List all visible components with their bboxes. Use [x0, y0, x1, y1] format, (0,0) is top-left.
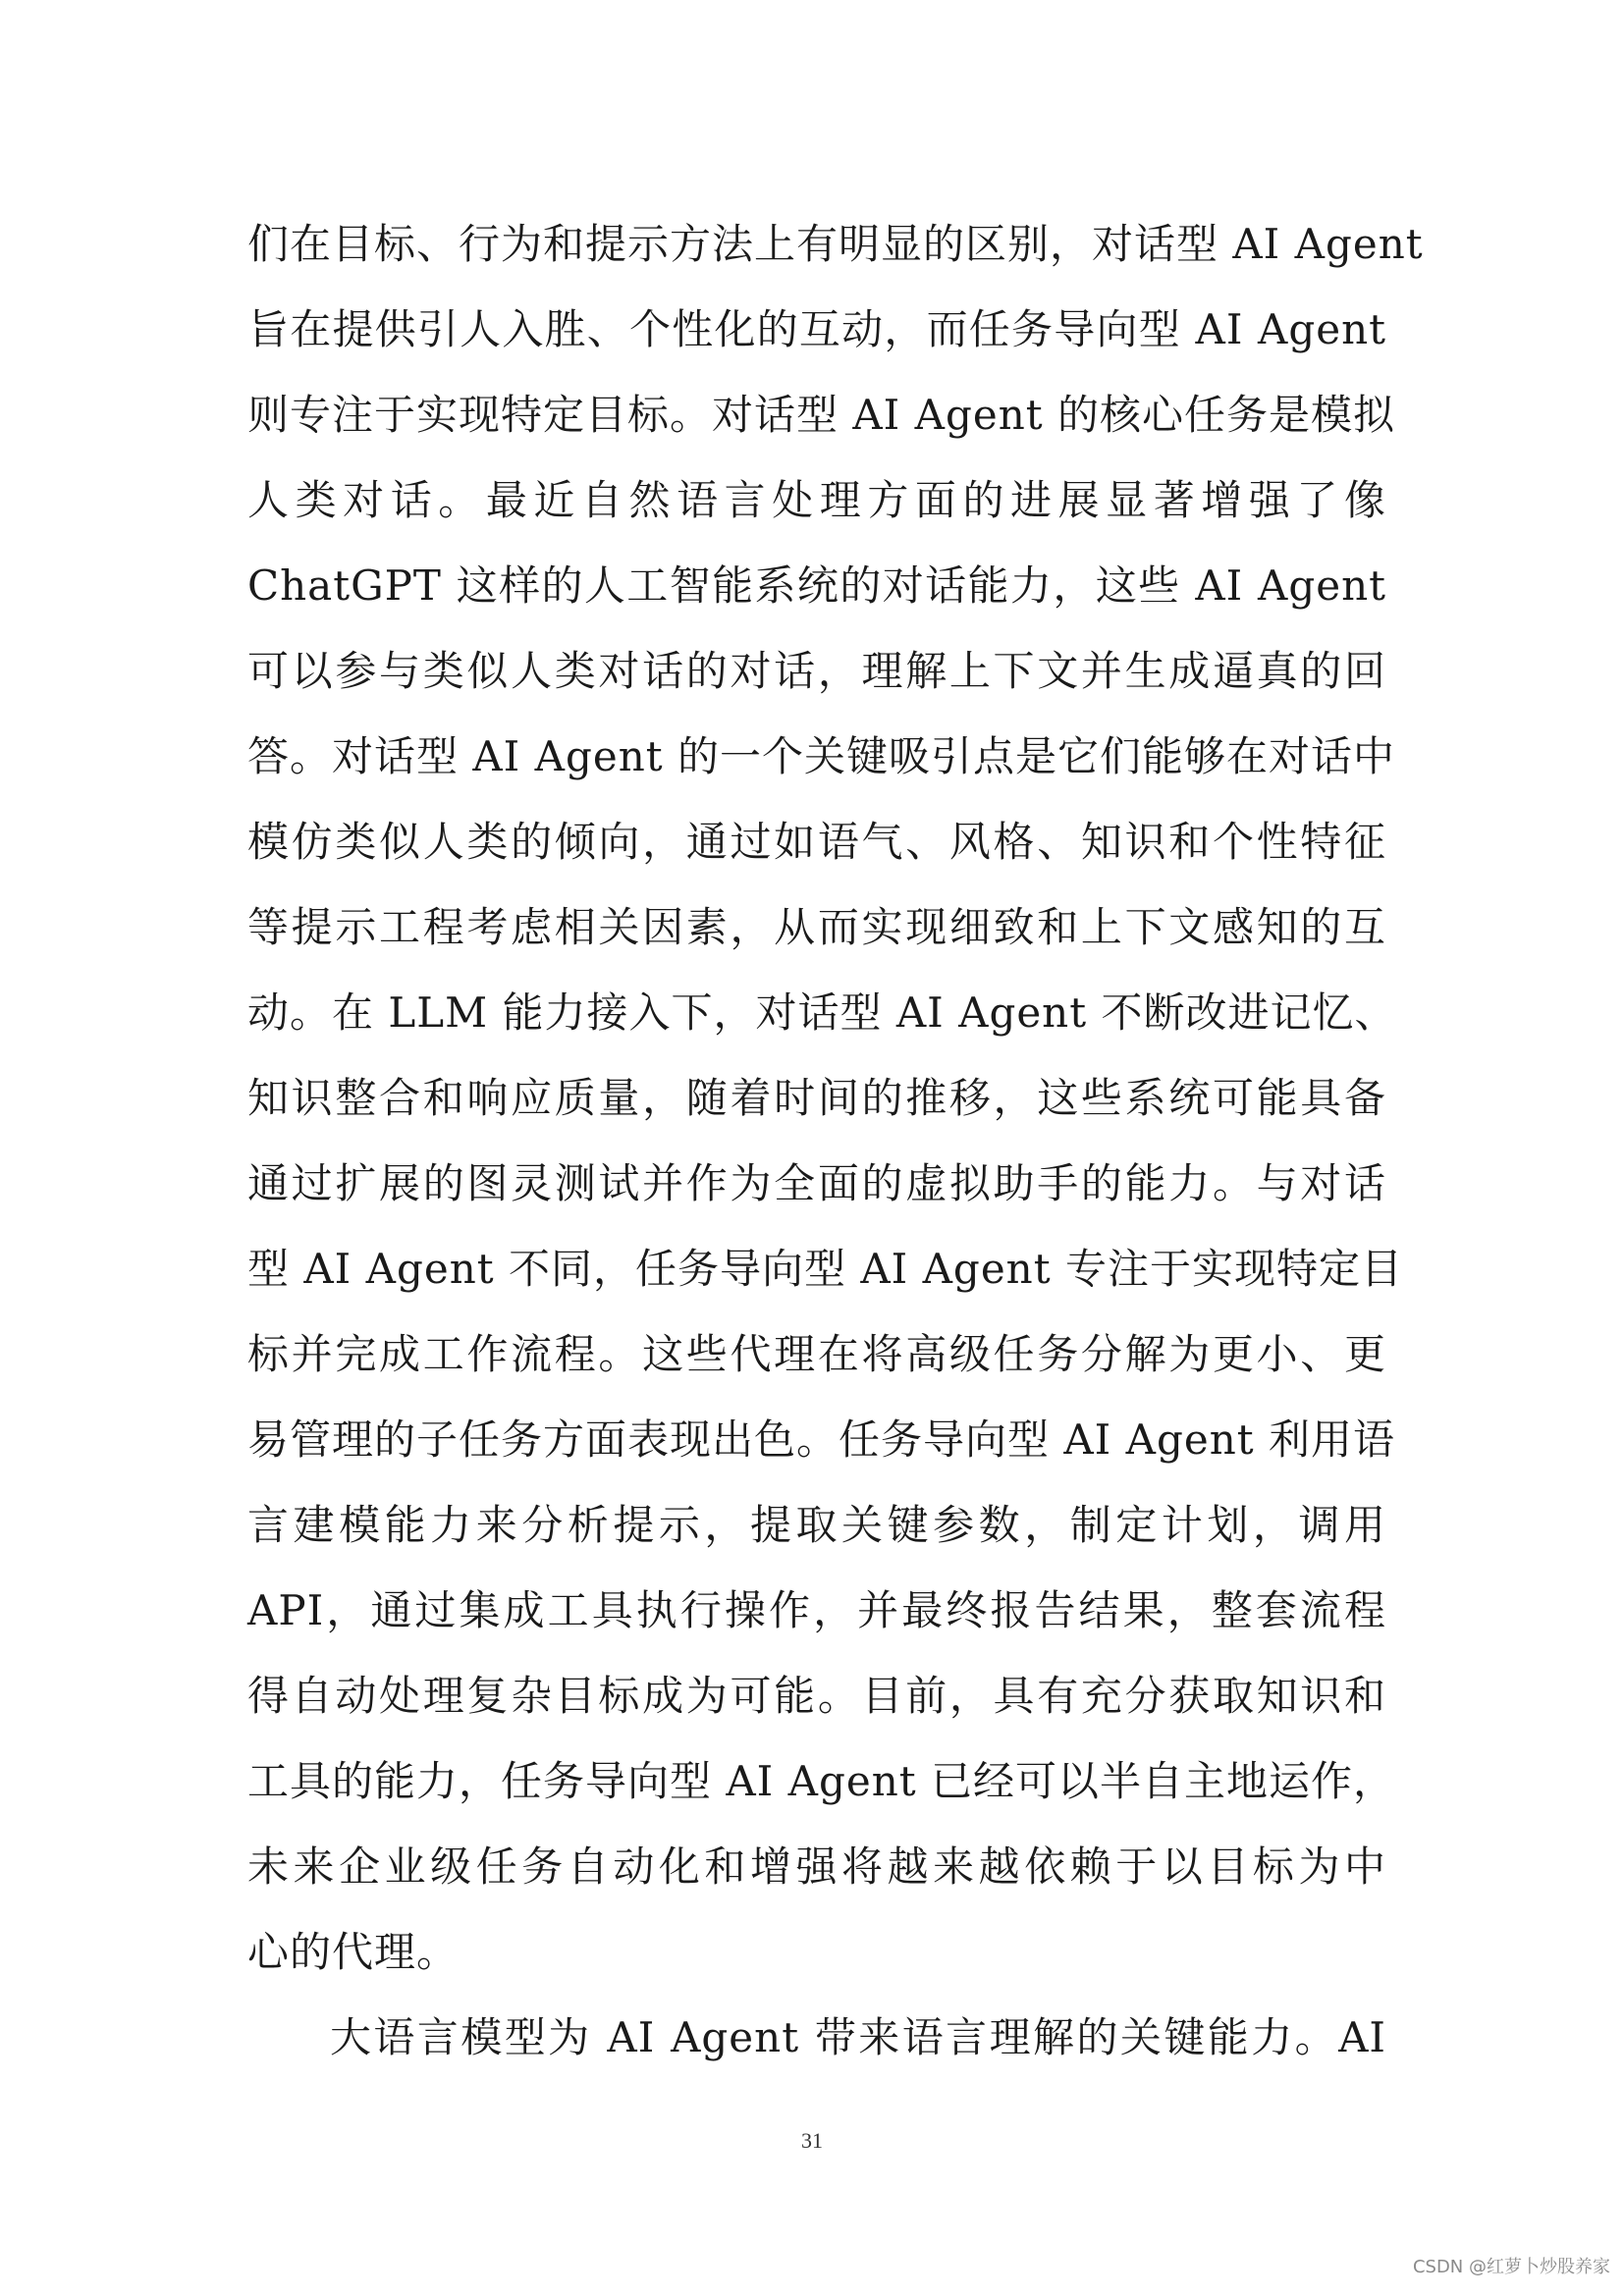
text-line: 人类对话。最近自然语言处理方面的进展显著增强了像	[247, 476, 1386, 524]
body-text	[247, 201, 1424, 2080]
text-line: 知识整合和响应质量，随着时间的推移，这些系统可能具备	[247, 1074, 1386, 1122]
text-line: 易管理的子任务方面表现出色。任务导向型 AI Agent 利用语	[247, 1415, 1395, 1464]
text-line: 标并完成工作流程。这些代理在将高级任务分解为更小、更	[247, 1330, 1386, 1378]
page-number: 31	[801, 2128, 823, 2153]
text-line: 动。在 LLM 能力接入下，对话型 AI Agent 不断改进记忆、	[247, 988, 1397, 1037]
text-line: 模仿类似人类的倾向，通过如语气、风格、知识和个性特征	[247, 818, 1386, 866]
text-line: 通过扩展的图灵测试并作为全面的虚拟助手的能力。与对话	[247, 1159, 1386, 1207]
text-line: 工具的能力，任务导向型 AI Agent 已经可以半自主地运作，	[247, 1757, 1395, 1805]
text-line: 得自动处理复杂目标成为可能。目前，具有充分获取知识和	[247, 1672, 1386, 1720]
text-line: 们在目标、行为和提示方法上有明显的区别，对话型 AI Agent	[247, 220, 1424, 268]
text-line: 则专注于实现特定目标。对话型 AI Agent 的核心任务是模拟	[247, 391, 1395, 439]
text-line: 大语言模型为 AI Agent 带来语言理解的关键能力。AI	[330, 2013, 1386, 2061]
text-line: 答。对话型 AI Agent 的一个关键吸引点是它们能够在对话中	[247, 732, 1395, 780]
text-line: ChatGPT 这样的人工智能系统的对话能力，这些 AI Agent	[247, 561, 1386, 610]
text-line: API，通过集成工具执行操作，并最终报告结果，整套流程	[247, 1586, 1386, 1634]
watermark: CSDN @红萝卜炒股养家	[1412, 2257, 1610, 2277]
text-line: 型 AI Agent 不同，任务导向型 AI Agent 专注于实现特定目	[247, 1245, 1403, 1293]
text-line: 心的代理。	[247, 1928, 460, 1976]
text-line: 等提示工程考虑相关因素，从而实现细致和上下文感知的互	[247, 903, 1386, 951]
text-line: 可以参与类似人类对话的对话，理解上下文并生成逼真的回	[247, 647, 1386, 695]
text-line: 言建模能力来分析提示，提取关键参数，制定计划，调用	[247, 1501, 1386, 1549]
text-line: 未来企业级任务自动化和增强将越来越依赖于以目标为中	[247, 1842, 1386, 1891]
text-line: 旨在提供引人入胜、个性化的互动，而任务导向型 AI Agent	[247, 305, 1386, 353]
